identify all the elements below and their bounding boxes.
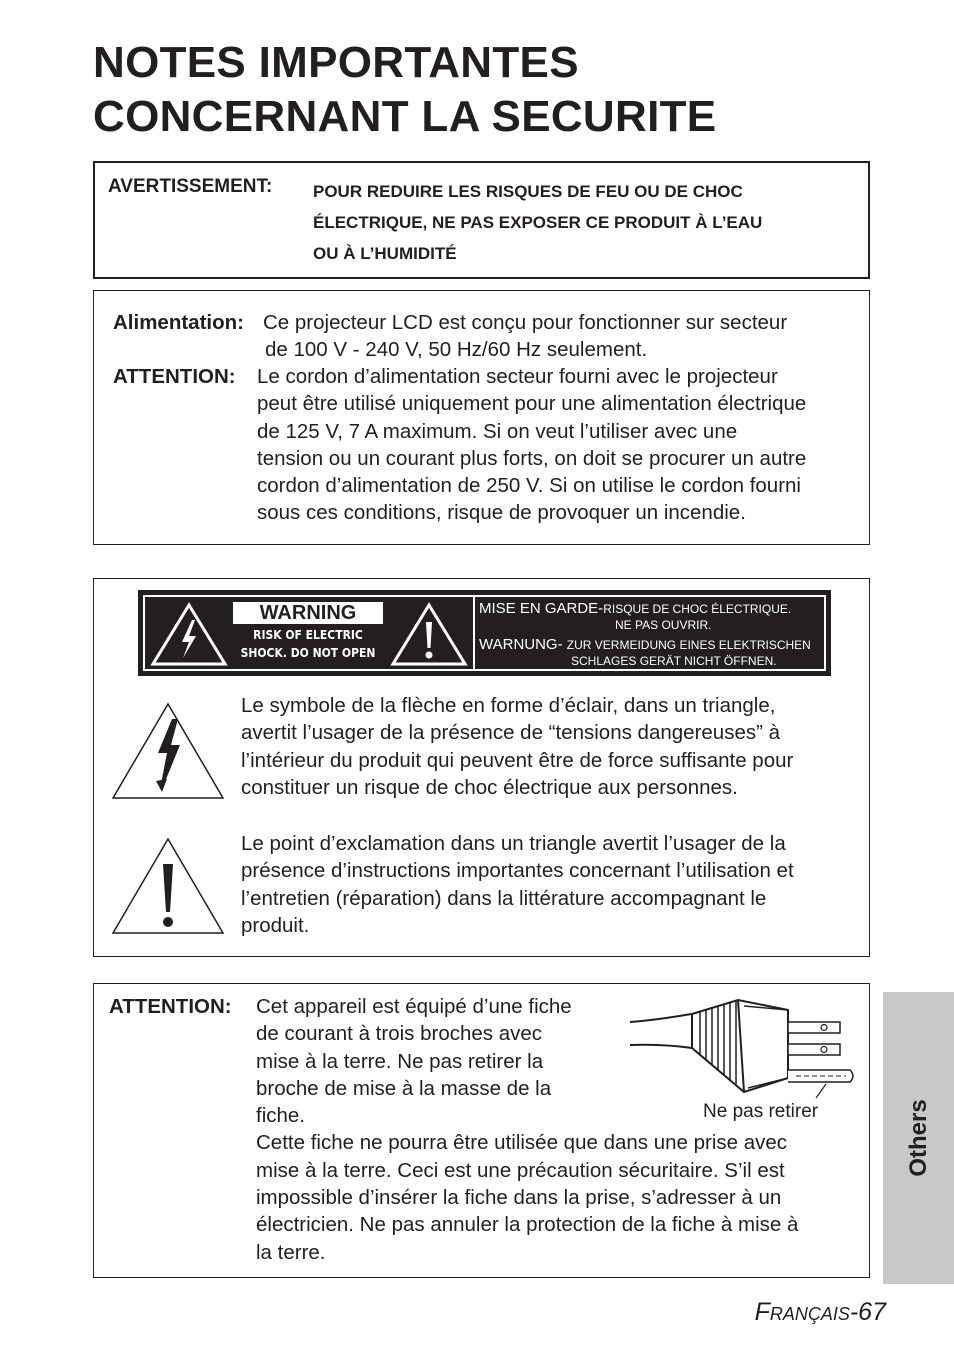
mise-text-2: NE PAS OUVRIR.: [615, 618, 712, 632]
mise-label: MISE EN GARDE-: [479, 600, 604, 617]
warning-plate-title: WARNING: [233, 602, 383, 624]
footer-language: Français: [754, 1298, 850, 1326]
plug-line: de courant à trois broches avec: [256, 1022, 543, 1046]
attn-line: peut être utilisé uniquement pour une alimentation électrique: [257, 392, 807, 416]
exclamation-line: l’entretien (réparation) dans la littérature accompagnant le: [241, 886, 767, 910]
warning-plate-risk: [233, 626, 383, 662]
plug-line: la terre.: [256, 1240, 326, 1264]
power-box: [93, 290, 870, 545]
plug-line: fiche.: [256, 1104, 305, 1128]
warnung-text-2: SCHLAGES GERÄT NICHT ÖFFNEN.: [571, 654, 777, 668]
exclamation-line: produit.: [241, 913, 310, 937]
risk-line: RISK OF ELECTRIC: [253, 628, 363, 642]
lightning-line: constituer un risque de choc électrique aux personnes.: [241, 775, 738, 799]
plug-line: impossible d’insérer la fiche dans la prise, s’adresser à un: [256, 1186, 782, 1210]
exclamation-symbol-icon: [110, 836, 226, 936]
warnung-label: WARNUNG-: [479, 636, 563, 653]
attn-line: de 125 V, 7 A maximum. Si on veut l’utiliser avec une: [257, 419, 738, 443]
lightning-triangle-icon: [149, 600, 229, 668]
attn-text: [257, 363, 806, 527]
attn-line: Le cordon d’alimentation secteur fourni avec le projecteur: [257, 365, 778, 388]
lightning-symbol-icon: [110, 701, 226, 801]
plug-attn-label: ATTENTION:: [109, 995, 232, 1018]
plate-text: [479, 600, 811, 668]
mise-text: RISQUE DE CHOC ÉLECTRIQUE.: [603, 602, 792, 616]
alim-line: Ce projecteur LCD est conçu pour fonctionner sur secteur: [263, 311, 788, 334]
warning-text: [313, 176, 762, 269]
alim-label: Alimentation:: [113, 311, 244, 334]
warning-plate: [233, 602, 383, 664]
plug-line: électricien. Ne pas annuler la protection de la fiche à mise à: [256, 1213, 799, 1237]
lightning-line: Le symbole de la flèche en forme d’éclair, dans un triangle,: [241, 694, 776, 717]
plug-line: mise à la terre. Ne pas retirer la: [256, 1049, 544, 1073]
lightning-line: l’intérieur du produit qui peuvent être de force suffisante pour: [241, 748, 794, 772]
title-line-2: CONCERNANT LA SECURITE: [93, 92, 717, 141]
warning-label-plate: [138, 590, 831, 676]
exclamation-line: Le point d’exclamation dans un triangle avertit l’usager de la: [241, 832, 786, 855]
alim-text: [263, 309, 787, 364]
plug-box: [93, 983, 870, 1278]
plate-divider: [473, 597, 475, 669]
plug-line: Cette fiche ne pourra être utilisée que dans une prise avec: [256, 1131, 788, 1155]
page-number: -67: [849, 1298, 886, 1326]
exclamation-line: présence d’instructions importantes concernant l’utilisation et: [241, 859, 794, 883]
grounded-plug-illustration: [628, 992, 868, 1100]
plug-line: mise à la terre. Ceci est une précaution sécuritaire. S’il est: [256, 1158, 785, 1182]
warning-line: POUR REDUIRE LES RISQUES DE FEU OU DE CHOC: [313, 182, 743, 201]
lightning-line: avertit l’usager de la présence de “tensions dangereuses” à: [241, 721, 781, 745]
plug-line: Cet appareil est équipé d’une fiche: [256, 995, 572, 1018]
lightning-description: [241, 692, 793, 801]
title-line-1: NOTES IMPORTANTES: [93, 38, 579, 87]
attn-line: tension ou un courant plus forts, on doit se procurer un autre: [257, 446, 807, 470]
attn-line: cordon d’alimentation de 250 V. Si on utilise le cordon fourni: [257, 474, 801, 498]
warning-box: [93, 161, 870, 279]
warning-line: OU À L’HUMIDITÉ: [313, 244, 457, 263]
page-title: [93, 36, 716, 144]
warning-line: ÉLECTRIQUE, NE PAS EXPOSER CE PRODUIT À L’EAU: [313, 213, 763, 232]
plug-line: broche de mise à la masse de la: [256, 1076, 552, 1100]
section-tab-label: Others: [904, 1099, 932, 1177]
page-footer: [755, 1298, 886, 1327]
alim-line: de 100 V - 240 V, 50 Hz/60 Hz seulement.: [265, 338, 648, 362]
exclamation-description: [241, 830, 794, 939]
risk-line: SHOCK. DO NOT OPEN: [240, 646, 376, 660]
symbols-box: [93, 578, 870, 957]
section-tab-others[interactable]: [883, 992, 954, 1284]
warning-label: AVERTISSEMENT:: [108, 176, 273, 197]
plug-caption: Ne pas retirer: [703, 1101, 819, 1122]
warnung-text: ZUR VERMEIDUNG EINES ELEKTRISCHEN: [566, 638, 811, 652]
exclamation-triangle-icon: [389, 600, 469, 668]
attn-line: sous ces conditions, risque de provoquer un incendie.: [257, 501, 746, 525]
attn-label: ATTENTION:: [113, 365, 236, 388]
